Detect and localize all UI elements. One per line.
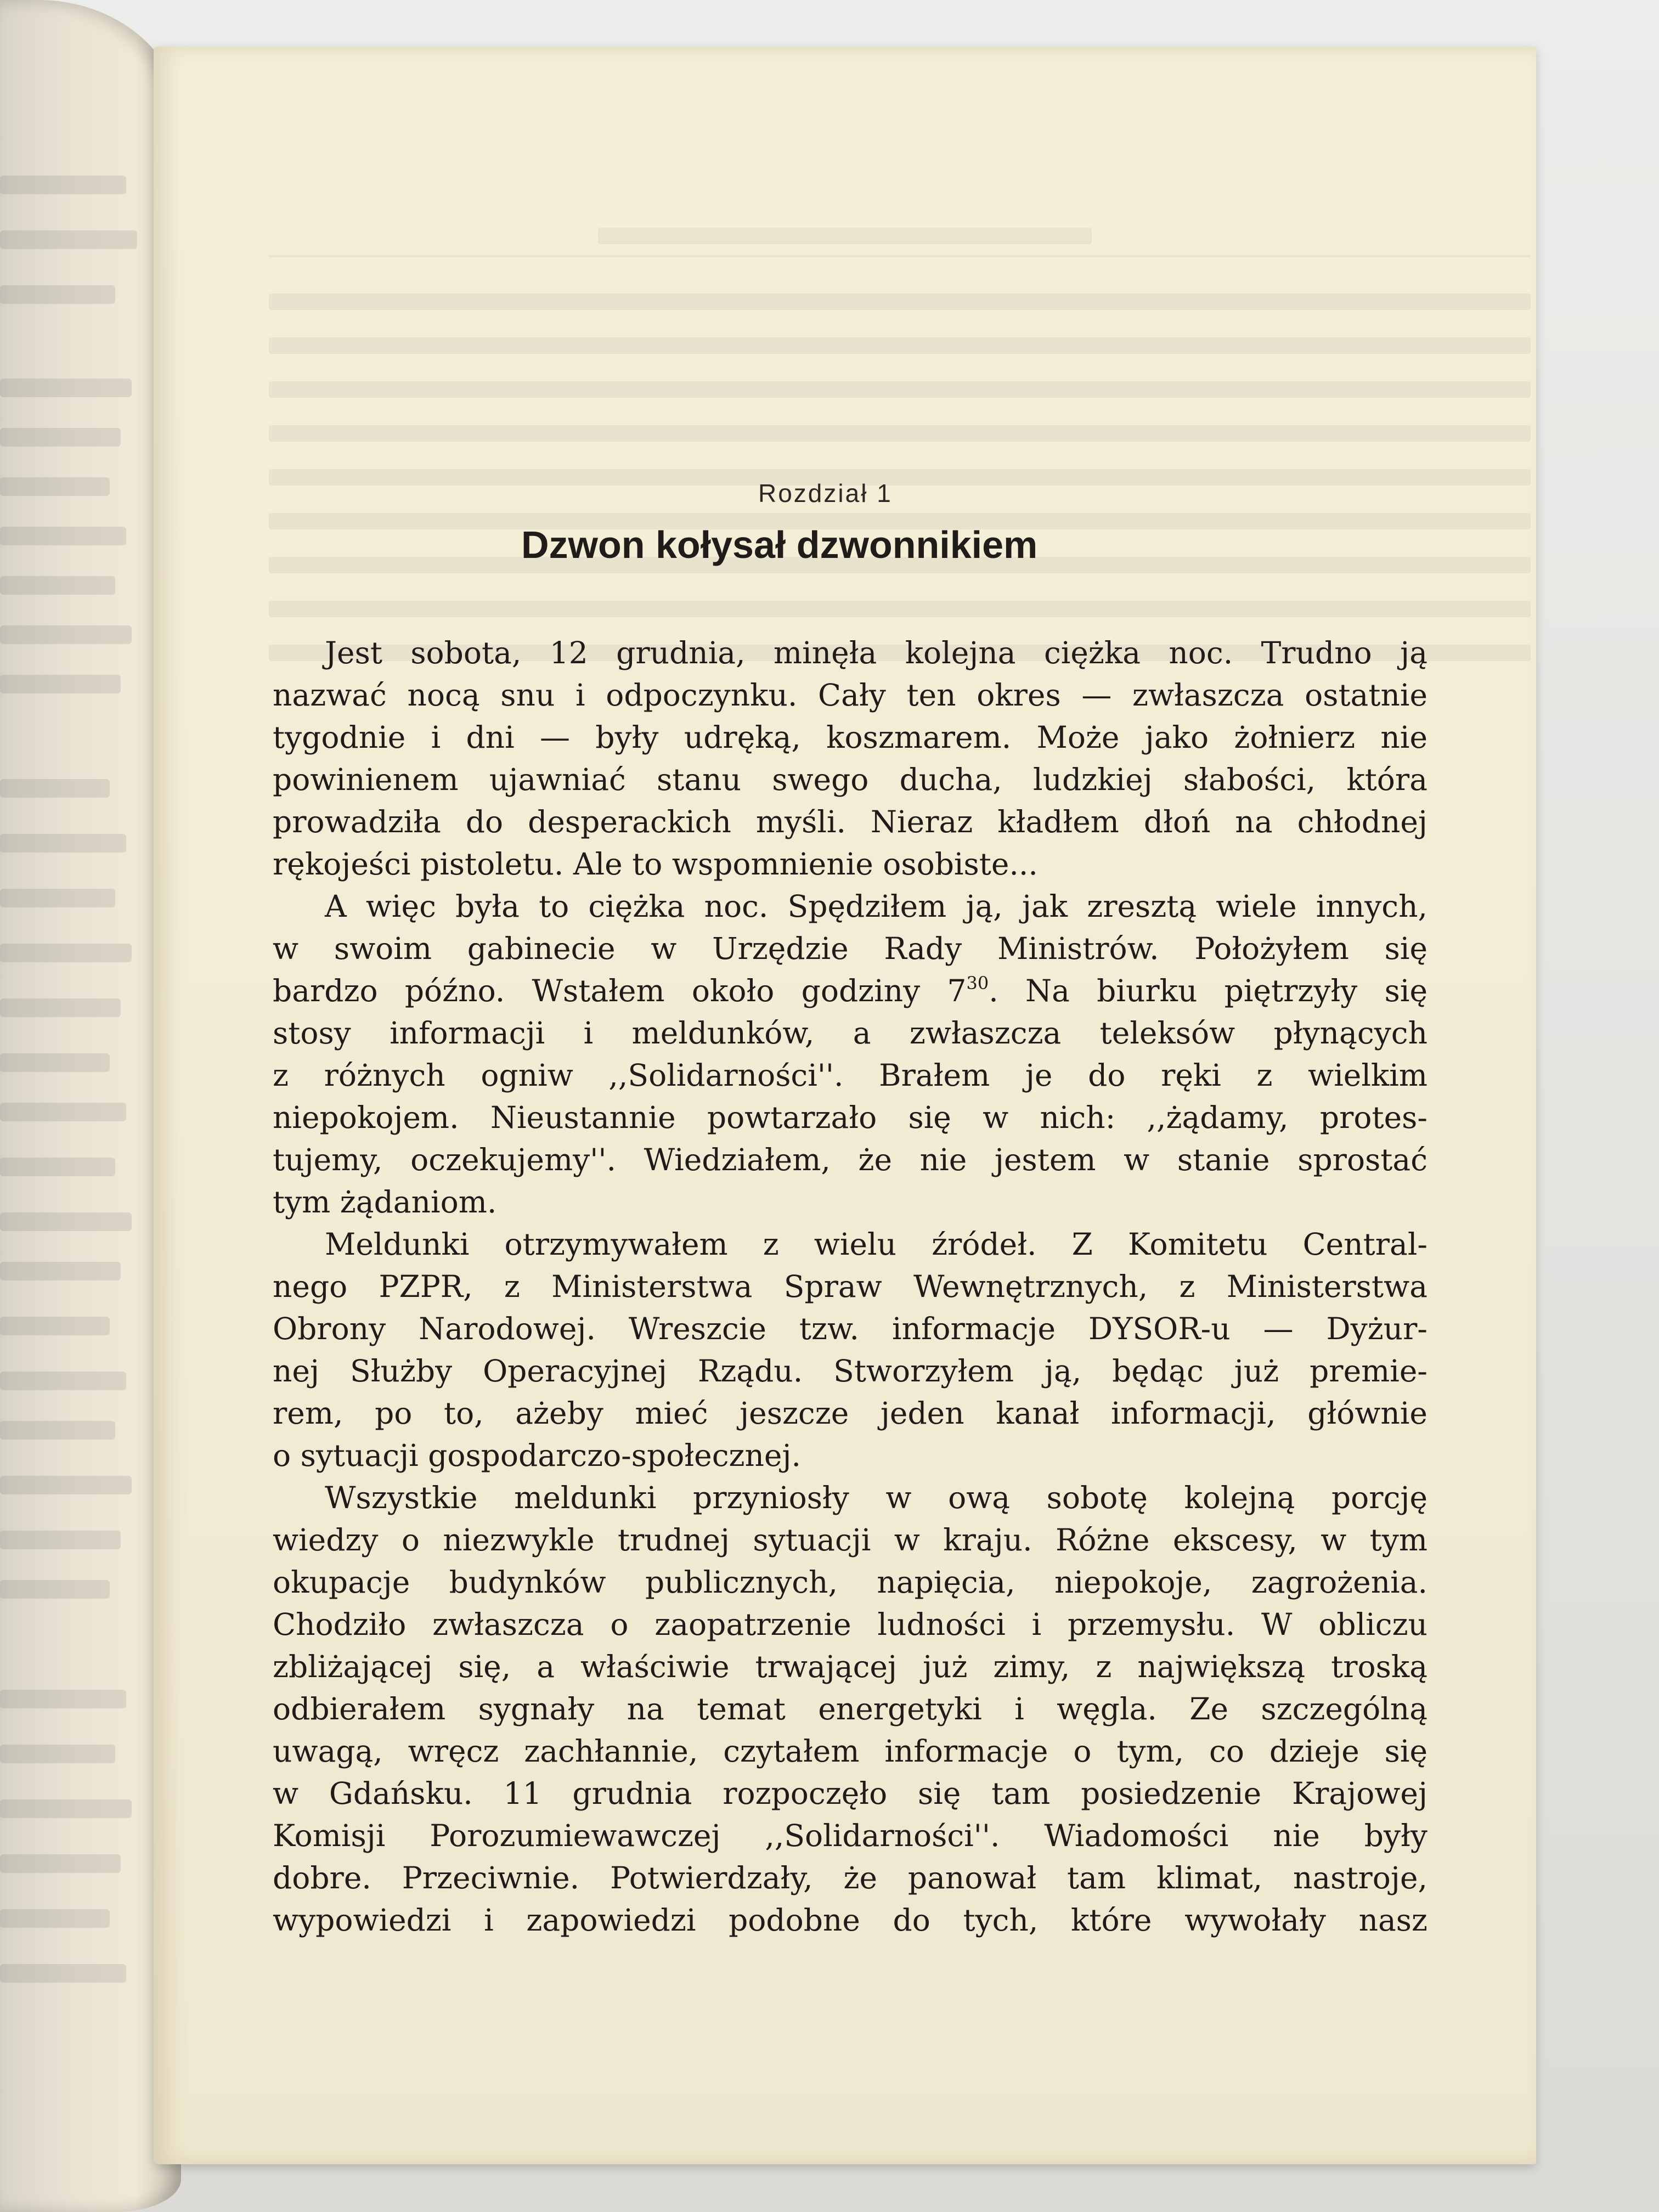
- text-line: Chodziło zwłaszcza o zaopatrzenie ludności i przemysłu. W obliczu: [273, 1607, 1427, 1642]
- text-line: o sytuacji gospodarczo-społecznej.: [273, 1438, 801, 1473]
- text-line: Jest sobota, 12 grudnia, minęła kolejna ciężka noc. Trudno ją: [325, 635, 1427, 670]
- chapter-label: Rozdział 1: [758, 479, 893, 507]
- left-page-text-fragment: [0, 285, 115, 304]
- time-superscript: 30: [966, 973, 989, 994]
- text-line: uwagą, wręcz zachłannie, czytałem informacje o tym, co dzieje się: [273, 1734, 1427, 1769]
- text-line: dobre. Przeciwnie. Potwierdzały, że panował tam klimat, nastroje,: [273, 1860, 1427, 1895]
- body-text: [273, 632, 1427, 1942]
- left-page-text-fragment: [0, 176, 126, 194]
- text-line: Obrony Narodowej. Wreszcie tzw. informacje DYSOR-u — Dyżur-: [273, 1311, 1427, 1346]
- left-page-text-fragment: [0, 1372, 126, 1390]
- left-page-text-fragment: [0, 576, 115, 595]
- left-page-text-fragment: [0, 1580, 110, 1599]
- text-line: Wszystkie meldunki przyniosły w ową sobotę kolejną porcję: [325, 1480, 1427, 1515]
- left-page-text-fragment: [0, 1799, 132, 1818]
- chapter-title: Dzwon kołysał dzwonnikiem: [521, 523, 1038, 566]
- text-line: odbierałem sygnały na temat energetyki i węgla. Ze szczególną: [273, 1691, 1427, 1726]
- left-page-text-fragment: [0, 1317, 110, 1335]
- reverse-page-show-through: [269, 211, 1531, 705]
- text-line: wiedzy o niezwykle trudnej sytuacji w kraju. Różne ekscesy, w tym: [273, 1522, 1427, 1558]
- text-segment: bardzo późno. Wstałem około godziny 7: [273, 973, 967, 1008]
- left-page-text-fragment: [0, 1964, 126, 1983]
- text-line: rękojeści pistoletu. Ale to wspomnienie osobiste...: [273, 847, 1038, 882]
- left-page-text-fragment: [0, 428, 121, 447]
- left-page-text-fragment: [0, 834, 126, 853]
- text-line: nego PZPR, z Ministerstwa Spraw Wewnętrznych, z Ministerstwa: [273, 1269, 1427, 1304]
- text-line: w Gdańsku. 11 grudnia rozpoczęło się tam posiedzenie Krajowej: [273, 1776, 1427, 1811]
- left-page-text-fragment: [0, 477, 110, 496]
- text-line: stosy informacji i meldunków, a zwłaszcza teleksów płynących: [273, 1015, 1427, 1051]
- show-through-line: [269, 337, 1531, 354]
- text-segment: . Na biurku piętrzyły się: [989, 973, 1427, 1008]
- text-line: w swoim gabinecie w Urzędzie Rady Ministrów. Położyłem się: [273, 931, 1427, 966]
- text-line: tym żądaniom.: [273, 1184, 497, 1220]
- show-through-line: [269, 601, 1531, 617]
- left-page-text-fragment: [0, 379, 132, 397]
- text-line: Meldunki otrzymywałem z wielu źródeł. Z Komitetu Central-: [325, 1227, 1427, 1262]
- show-through-line: [269, 425, 1531, 442]
- left-page-text-fragment: [0, 675, 121, 693]
- left-page-text-fragment: [0, 1476, 132, 1494]
- show-through-line: [269, 294, 1531, 310]
- text-line: nej Służby Operacyjnej Rządu. Stworzyłem ją, będąc już premie-: [273, 1353, 1427, 1389]
- show-through-line: [598, 228, 1092, 244]
- left-page-text-fragment: [0, 1053, 110, 1072]
- left-page-text-fragment: [0, 1421, 115, 1440]
- text-line: niepokojem. Nieustannie powtarzało się w nich: ,,żądamy, protes-: [273, 1100, 1427, 1135]
- left-page-text-fragment: [0, 1909, 110, 1928]
- left-page-text-fragment: [0, 527, 126, 545]
- left-page-text-fragment: [0, 889, 115, 907]
- left-page-text-fragment: [0, 1854, 121, 1873]
- text-line: tujemy, oczekujemy''. Wiedziałem, że nie jestem w stanie sprostać: [273, 1142, 1427, 1177]
- left-page-text-fragment: [0, 1262, 121, 1280]
- left-page-text-fragment: [0, 1103, 126, 1121]
- show-through-header-rule: [269, 255, 1531, 257]
- left-page-text-fragment: [0, 625, 132, 644]
- text-line: nazwać nocą snu i odpoczynku. Cały ten okres — zwłaszcza ostatnie: [273, 678, 1427, 713]
- text-line: zbliżającej się, a właściwie trwającej już zimy, z największą troską: [273, 1649, 1427, 1684]
- text-line: prowadziła do desperackich myśli. Nieraz kładłem dłoń na chłodnej: [273, 804, 1427, 839]
- text-line: powinienem ujawniać stanu swego ducha, ludzkiej słabości, która: [273, 762, 1427, 797]
- left-page-text-fragment: [0, 1690, 126, 1708]
- text-line: tygodnie i dni — były udręką, koszmarem. Może jako żołnierz nie: [273, 720, 1427, 755]
- text-line: z różnych ogniw ,,Solidarności''. Brałem je do ręki z wielkim: [273, 1058, 1427, 1093]
- show-through-line: [269, 381, 1531, 398]
- left-page-text-fragment: [0, 998, 121, 1017]
- left-page-text-fragment: [0, 1158, 115, 1176]
- text-line-with-time: [273, 970, 1427, 1012]
- text-line: rem, po to, ażeby mieć jeszcze jeden kanał informacji, głównie: [273, 1396, 1427, 1431]
- left-page-text-fragment: [0, 230, 137, 249]
- text-line: Komisji Porozumiewawczej ,,Solidarności''. Wiadomości nie były: [273, 1818, 1427, 1853]
- left-page-text-fragment: [0, 1531, 121, 1549]
- text-line: A więc była to ciężka noc. Spędziłem ją, jak zresztą wiele innych,: [325, 889, 1427, 924]
- left-page-text-fragment: [0, 1745, 115, 1763]
- text-line: okupacje budynków publicznych, napięcia, niepokoje, zagrożenia.: [273, 1565, 1427, 1600]
- show-through-line: [269, 469, 1531, 486]
- left-page-text-fragment: [0, 944, 132, 962]
- text-line: wypowiedzi i zapowiedzi podobne do tych, które wywołały nasz: [273, 1903, 1427, 1938]
- left-page-text-fragment: [0, 1212, 132, 1231]
- left-page-text-fragment: [0, 779, 110, 798]
